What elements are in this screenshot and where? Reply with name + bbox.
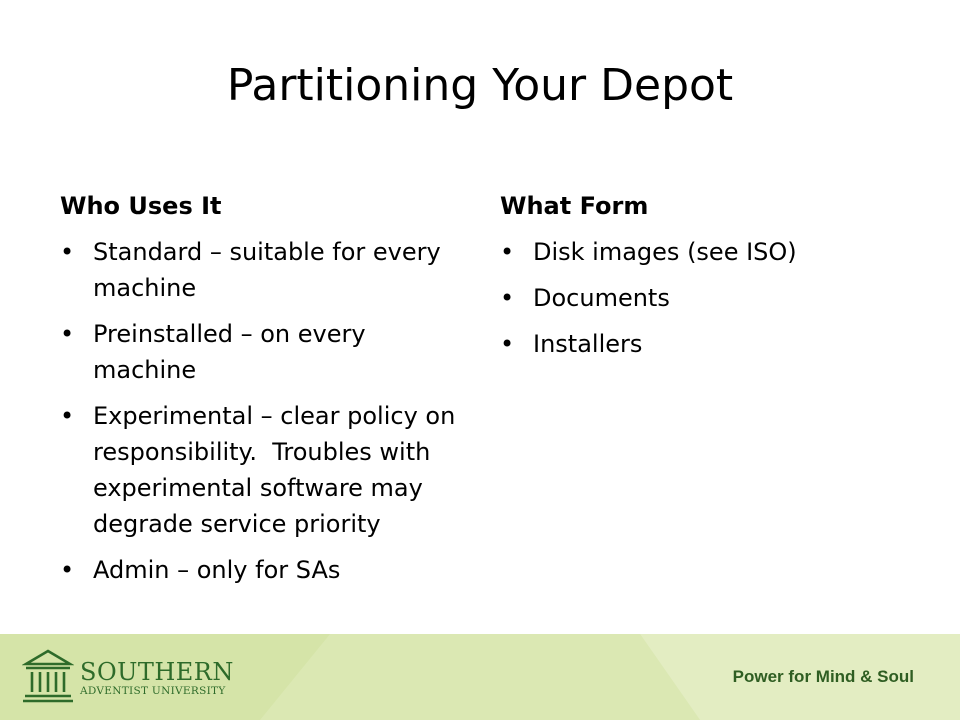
list-item bbox=[60, 552, 460, 588]
bullet-icon: • bbox=[60, 320, 75, 348]
building-columns-icon bbox=[22, 646, 74, 708]
left-column-heading: Who Uses It bbox=[60, 192, 222, 220]
list-item-text: Standard – suitable for every machine bbox=[93, 238, 441, 302]
list-item bbox=[60, 316, 460, 388]
list-item-text: Documents bbox=[533, 284, 670, 312]
footer-bar bbox=[0, 634, 960, 720]
list-item bbox=[500, 326, 900, 362]
list-item bbox=[60, 398, 463, 542]
list-item-text: Experimental – clear policy on responsibility. Troubles with experimental software may degrade service priority bbox=[93, 402, 463, 538]
list-item-text: Admin – only for SAs bbox=[93, 556, 341, 584]
left-column bbox=[60, 188, 463, 598]
list-item-text: Preinstalled – on every machine bbox=[93, 320, 366, 384]
bullet-icon: • bbox=[500, 238, 515, 266]
bullet-icon: • bbox=[500, 330, 515, 358]
list-item bbox=[500, 280, 900, 316]
logo-name: SOUTHERN bbox=[80, 658, 234, 686]
list-item-text: Disk images (see ISO) bbox=[533, 238, 797, 266]
bullet-icon: • bbox=[60, 402, 75, 430]
left-bullet-list bbox=[60, 234, 463, 588]
right-column-heading: What Form bbox=[500, 192, 649, 220]
bullet-icon: • bbox=[500, 284, 515, 312]
right-bullet-list bbox=[500, 234, 900, 362]
tagline: Power for Mind & Soul bbox=[732, 667, 914, 686]
list-item bbox=[60, 234, 460, 306]
list-item bbox=[500, 234, 900, 270]
logo-subtitle: ADVENTIST UNIVERSITY bbox=[80, 685, 226, 697]
bullet-icon: • bbox=[60, 556, 75, 584]
bullet-icon: • bbox=[60, 238, 75, 266]
slide-title: Partitioning Your Depot bbox=[226, 60, 734, 111]
right-column bbox=[500, 188, 900, 372]
university-logo bbox=[22, 646, 252, 708]
list-item-text: Installers bbox=[533, 330, 643, 358]
